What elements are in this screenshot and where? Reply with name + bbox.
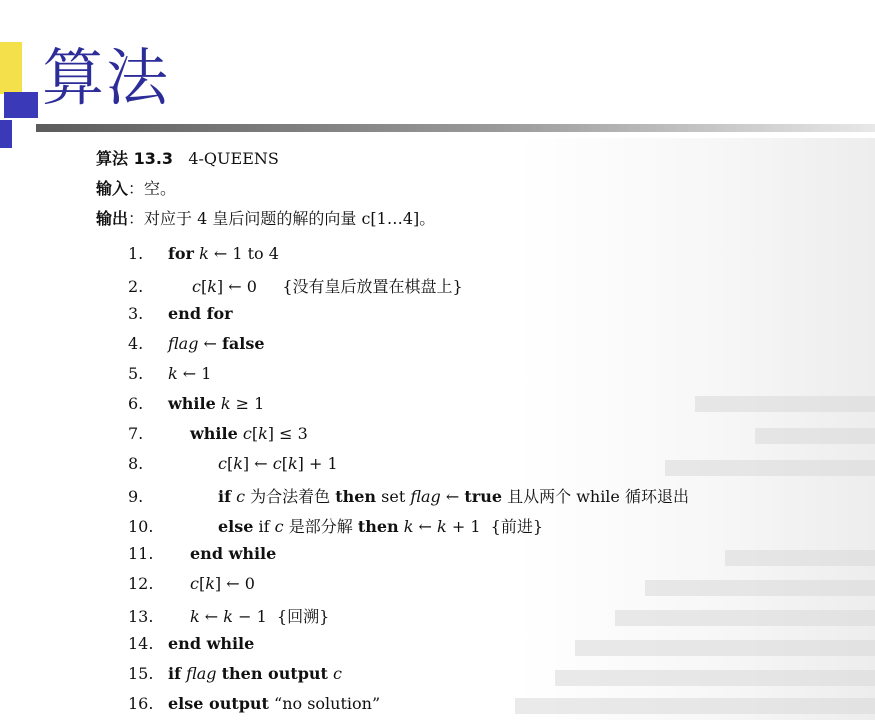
code-text: end while [190,544,277,563]
title-underline [36,124,875,132]
line-number: 6. [128,394,144,413]
code-text: else if c 是部分解 then k ← k + 1 {前进} [218,517,544,536]
bleed-through [665,460,875,476]
input-label: 输入 [96,179,129,198]
code-text: c[k] ← c[k] + 1 [218,454,338,473]
line-number: 4. [128,334,144,353]
slide-title: 算法 [42,41,171,114]
bleed-through [695,396,875,412]
line-number: 10. [128,517,154,536]
bleed-through [755,428,875,444]
line-number: 11. [128,544,154,563]
title-accent-yellow [0,42,22,94]
line-number: 16. [128,694,154,713]
line-number: 12. [128,574,154,593]
code-line [128,514,543,537]
output-text: ：对应于 4 皇后问题的解的向量 c[1…4]。 [128,209,436,228]
code-line [128,334,265,353]
bleed-through [725,550,875,566]
algorithm-name: 4-QUEENS [188,149,279,168]
line-number: 1. [128,244,144,263]
code-line [128,694,380,713]
code-text: if c 为合法着色 then set flag ← true 且从两个 while 循环退出 [218,487,689,506]
code-line [128,604,329,627]
code-text: if flag then output c [168,664,342,683]
bleed-through [575,640,875,656]
code-text: for k ← 1 to 4 [168,244,279,263]
line-number: 13. [128,607,154,626]
code-line [128,274,463,297]
code-line [128,484,689,507]
line-number: 8. [128,454,144,473]
code-line [128,664,342,683]
title-accent-blue-small [0,120,12,148]
code-text: while k ≥ 1 [168,394,265,413]
algorithm-number: 算法 13.3 [96,149,174,168]
code-line [128,574,255,593]
line-number: 15. [128,664,154,683]
code-line [128,544,276,563]
line-number: 7. [128,424,144,443]
code-line [128,364,211,383]
code-text: end while [168,634,255,653]
input-text: ：空。 [128,179,177,198]
line-number: 5. [128,364,144,383]
bleed-through [555,670,875,686]
code-text: else output “no solution” [168,694,381,713]
code-line [128,394,264,413]
scanned-page [78,138,875,720]
bleed-through [515,698,875,714]
algorithm-output [96,206,435,229]
code-text: flag ← false [168,334,265,353]
output-label: 输出 [96,209,129,228]
bleed-through [645,580,875,596]
code-text: k ← k − 1 {回溯} [190,607,330,626]
code-text: k ← 1 [168,364,212,383]
code-line [128,424,308,443]
code-text: c[k] ← 0 {没有皇后放置在棋盘上} [192,277,463,296]
line-number: 2. [128,277,144,296]
line-number: 14. [128,634,154,653]
code-line [128,634,254,653]
code-text: end for [168,304,233,323]
code-line [128,244,279,263]
code-text: c[k] ← 0 [190,574,255,593]
line-number: 3. [128,304,144,323]
bleed-through [615,610,875,626]
title-accent-blue [4,92,38,118]
algorithm-input [96,176,176,199]
code-line [128,454,338,473]
line-number: 9. [128,487,144,506]
algorithm-heading [96,146,279,169]
code-line [128,304,233,323]
code-text: while c[k] ≤ 3 [190,424,308,443]
